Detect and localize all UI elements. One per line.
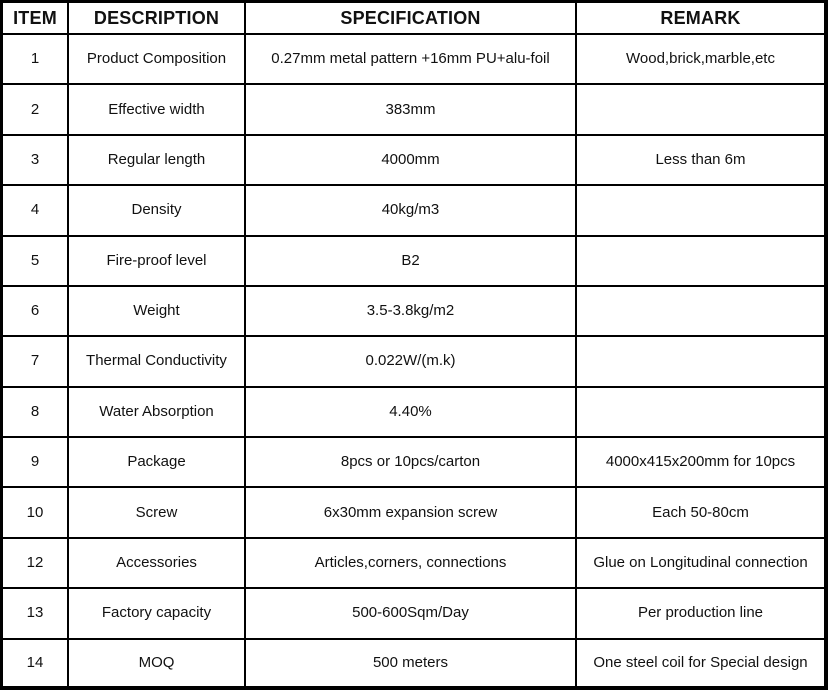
cell-description: Screw <box>69 488 246 538</box>
cell-description: Thermal Conductivity <box>69 337 246 387</box>
cell-specification: 4.40% <box>246 388 577 438</box>
header-remark: REMARK <box>577 3 824 35</box>
table-row <box>3 237 824 287</box>
cell-remark: 4000x415x200mm for 10pcs <box>577 438 824 488</box>
cell-item: 5 <box>3 237 69 287</box>
cell-item: 3 <box>3 136 69 186</box>
table-row <box>3 589 824 639</box>
cell-specification: 40kg/m3 <box>246 186 577 236</box>
cell-specification: 383mm <box>246 85 577 135</box>
cell-item: 14 <box>3 640 69 687</box>
cell-item: 1 <box>3 35 69 85</box>
cell-remark <box>577 85 824 135</box>
cell-description: MOQ <box>69 640 246 687</box>
cell-description: Effective width <box>69 85 246 135</box>
cell-item: 12 <box>3 539 69 589</box>
cell-remark <box>577 337 824 387</box>
cell-item: 2 <box>3 85 69 135</box>
cell-specification: 500 meters <box>246 640 577 687</box>
cell-specification: 6x30mm expansion screw <box>246 488 577 538</box>
cell-remark: Glue on Longitudinal connection <box>577 539 824 589</box>
table-row <box>3 35 824 85</box>
cell-specification: 0.27mm metal pattern +16mm PU+alu-foil <box>246 35 577 85</box>
cell-description: Accessories <box>69 539 246 589</box>
table-row <box>3 539 824 589</box>
header-description: DESCRIPTION <box>69 3 246 35</box>
cell-description: Regular length <box>69 136 246 186</box>
cell-specification: 0.022W/(m.k) <box>246 337 577 387</box>
cell-remark <box>577 287 824 337</box>
cell-item: 10 <box>3 488 69 538</box>
table-row <box>3 640 824 687</box>
cell-item: 6 <box>3 287 69 337</box>
cell-remark: Per production line <box>577 589 824 639</box>
header-item: ITEM <box>3 3 69 35</box>
header-specification: SPECIFICATION <box>246 3 577 35</box>
cell-description: Weight <box>69 287 246 337</box>
table-row <box>3 488 824 538</box>
cell-remark: Each 50-80cm <box>577 488 824 538</box>
cell-remark: Wood,brick,marble,etc <box>577 35 824 85</box>
cell-item: 8 <box>3 388 69 438</box>
cell-description: Package <box>69 438 246 488</box>
cell-remark: One steel coil for Special design <box>577 640 824 687</box>
table-row <box>3 85 824 135</box>
cell-remark <box>577 237 824 287</box>
cell-specification: 3.5-3.8kg/m2 <box>246 287 577 337</box>
cell-specification: B2 <box>246 237 577 287</box>
cell-description: Product Composition <box>69 35 246 85</box>
cell-specification: Articles,corners, connections <box>246 539 577 589</box>
table-row <box>3 388 824 438</box>
cell-remark <box>577 388 824 438</box>
table-row <box>3 438 824 488</box>
cell-item: 13 <box>3 589 69 639</box>
cell-description: Fire-proof level <box>69 237 246 287</box>
cell-specification: 8pcs or 10pcs/carton <box>246 438 577 488</box>
table-row <box>3 337 824 387</box>
cell-item: 9 <box>3 438 69 488</box>
cell-item: 4 <box>3 186 69 236</box>
cell-item: 7 <box>3 337 69 387</box>
cell-description: Factory capacity <box>69 589 246 639</box>
table-row <box>3 287 824 337</box>
spec-table <box>3 3 824 686</box>
header-row <box>3 3 824 35</box>
cell-remark <box>577 186 824 236</box>
table-row <box>3 136 824 186</box>
cell-description: Density <box>69 186 246 236</box>
cell-remark: Less than 6m <box>577 136 824 186</box>
table-row <box>3 186 824 236</box>
cell-specification: 500-600Sqm/Day <box>246 589 577 639</box>
cell-specification: 4000mm <box>246 136 577 186</box>
cell-description: Water Absorption <box>69 388 246 438</box>
